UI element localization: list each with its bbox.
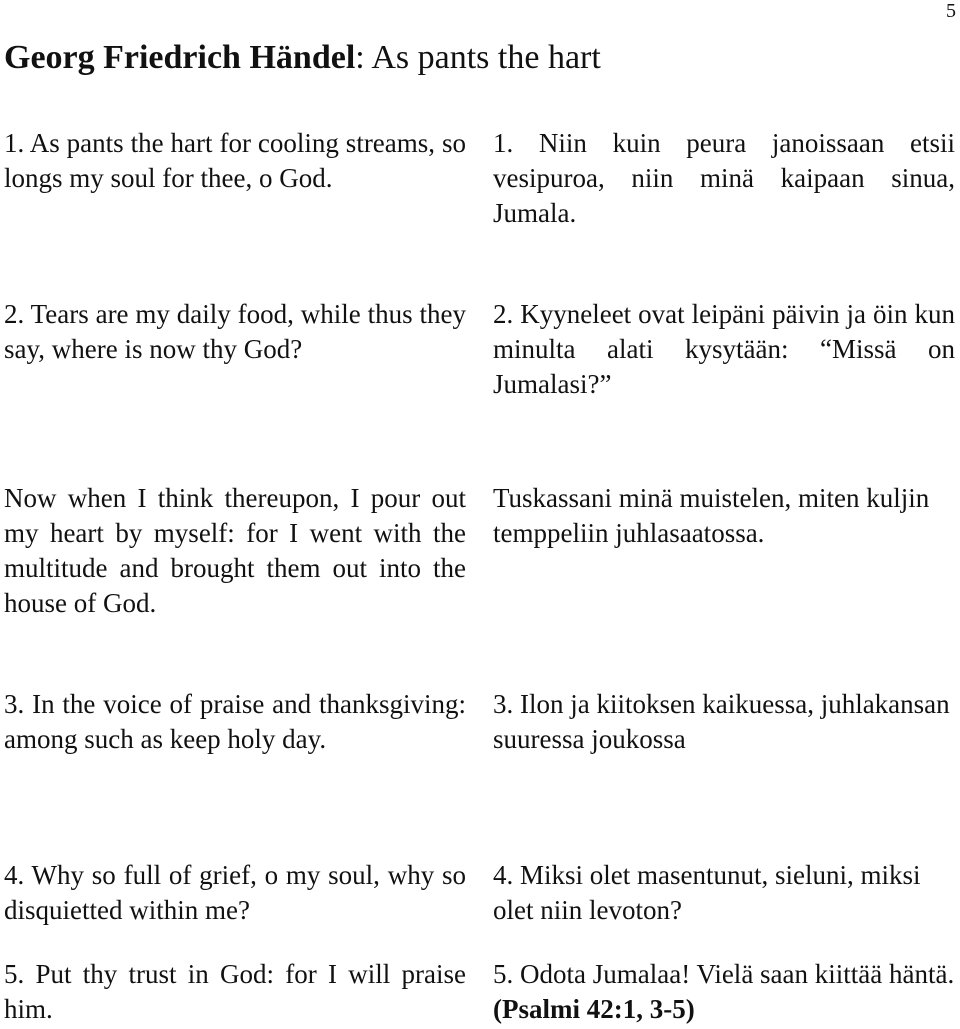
verse-5-finnish: 5. Odota Jumalaa! Vielä saan kiittää häntä. bbox=[493, 959, 955, 989]
title-separator: : bbox=[355, 39, 365, 76]
title-composer: Georg Friedrich Händel bbox=[4, 39, 356, 76]
verse-5-english: 5. Put thy trust in God: for I will praise him. bbox=[4, 959, 466, 1024]
psalm-reference: (Psalmi 42:1, 3-5) bbox=[493, 994, 695, 1024]
verse-3-finnish: 3. Ilon ja kiitoksen kaikuessa, juhlakansan suuressa joukossa bbox=[493, 689, 950, 754]
page-title bbox=[4, 36, 601, 80]
verse-5-finnish-block bbox=[493, 957, 955, 1027]
verse-2-finnish: 2. Kyyneleet ovat leipäni päivin ja öin kun minulta alati kysytään: “Missä on Jumalasi?” bbox=[493, 299, 955, 399]
verse-4-english: 4. Why so full of grief, o my soul, why so disquietted within me? bbox=[4, 860, 466, 925]
verse-1-finnish: 1. Niin kuin peura janoissaan etsii vesipuroa, niin minä kaipaan sinua, Jumala. bbox=[493, 128, 955, 228]
verse-2b-english: Now when I think thereupon, I pour out my heart by myself: for I went with the multitude and brought them out into the house of God. bbox=[4, 483, 466, 618]
title-work: As pants the hart bbox=[364, 39, 601, 76]
verse-4-finnish: 4. Miksi olet masentunut, sieluni, miksi olet niin levoton? bbox=[493, 860, 921, 925]
verse-2-english: 2. Tears are my daily food, while thus they say, where is now thy God? bbox=[4, 299, 466, 364]
verse-1-english: 1. As pants the hart for cooling streams, so longs my soul for thee, o God. bbox=[4, 128, 466, 193]
page-number: 5 bbox=[946, 0, 956, 22]
verse-2b-finnish: Tuskassani minä muistelen, miten kuljin temppeliin juhlasaatossa. bbox=[493, 483, 930, 548]
verse-3-english: 3. In the voice of praise and thanksgiving: among such as keep holy day. bbox=[4, 689, 466, 754]
